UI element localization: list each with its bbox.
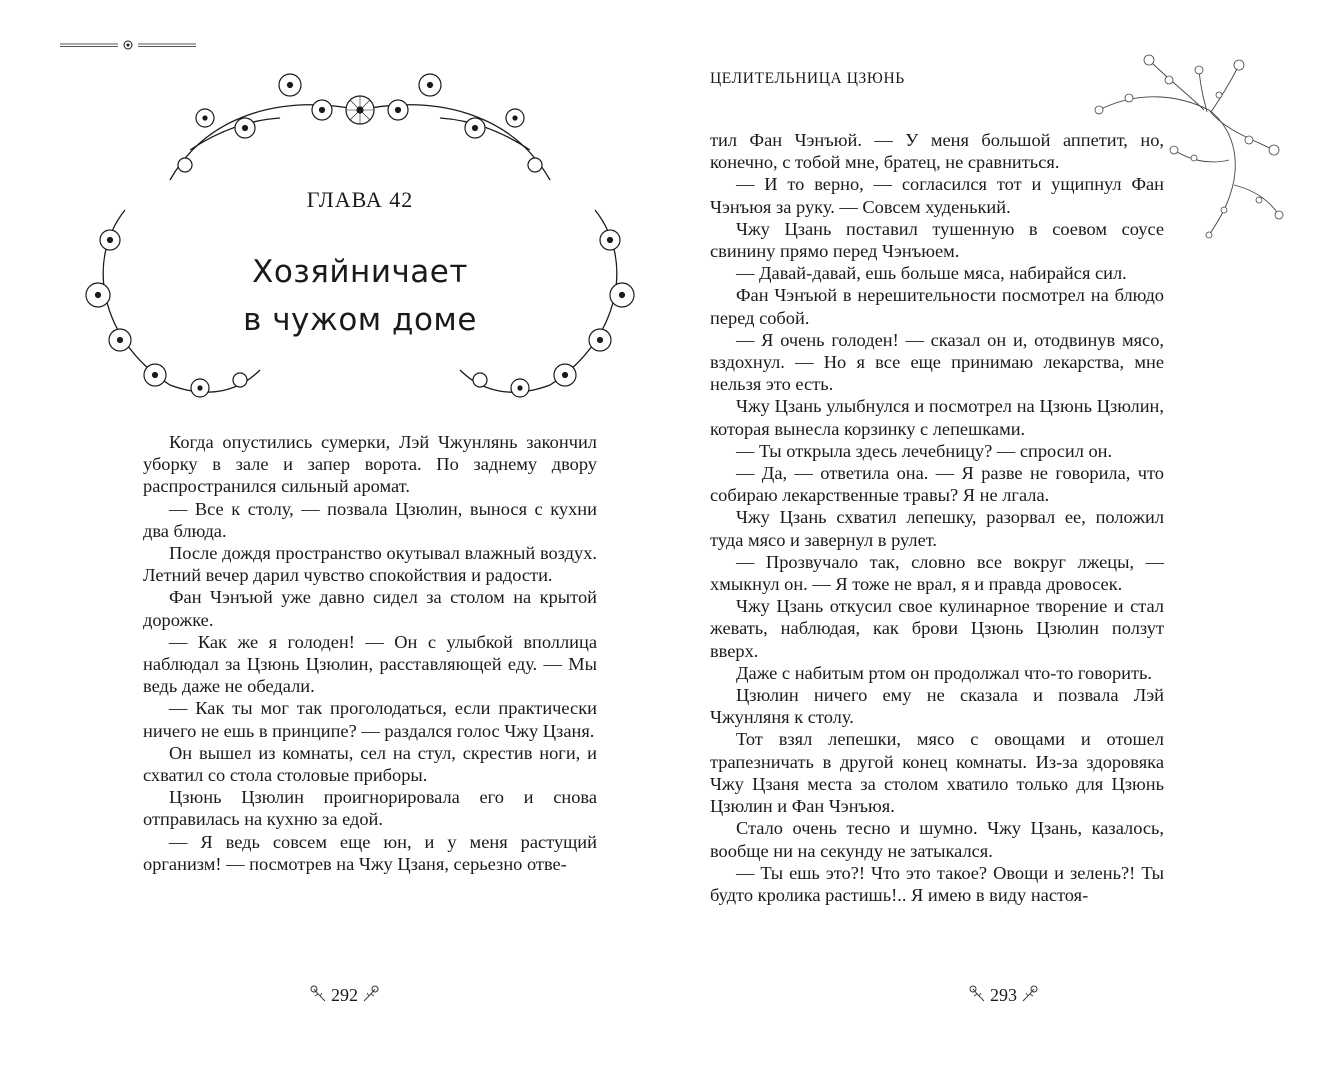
ornamental-divider-icon bbox=[60, 40, 196, 50]
chapter-title-line: в чужом доме bbox=[243, 302, 477, 338]
flower-sprig-icon bbox=[968, 985, 986, 1003]
paragraph: — Я ведь совсем еще юн, и у меня растущий организм! — посмотрев на Чжу Цзаня, серьезно отве- bbox=[143, 831, 597, 874]
cherry-blossom-wreath-icon bbox=[60, 40, 660, 410]
page-number-value: 293 bbox=[990, 985, 1017, 1005]
paragraph: Чжу Цзань откусил свое кулинарное творение и стал жевать, наблюдая, как брови Цзюнь Цзюлин ползут вверх. bbox=[710, 596, 1164, 661]
paragraph: Стало очень тесно и шумно. Чжу Цзань, казалось, вообще ни на секунду не затыкался. bbox=[710, 818, 1164, 861]
page-number bbox=[10, 985, 679, 1006]
running-header: ЦЕЛИТЕЛЬНИЦА ЦЗЮНЬ bbox=[710, 70, 905, 87]
paragraph: — Да, — ответила она. — Я разве не говорила, что собираю лекарственные травы? Я не лгала. bbox=[710, 463, 1164, 506]
paragraph: — Ты открыла здесь лечебницу? — спросил он. bbox=[736, 440, 1113, 461]
page-number bbox=[669, 985, 1338, 1006]
paragraph: Цзюлин ничего ему не сказала и позвала Лэй Чжунляня к столу. bbox=[710, 685, 1164, 728]
paragraph: Чжу Цзань схватил лепешку, разорвал ее, положил туда мясо и завернул в рулет. bbox=[710, 507, 1164, 550]
body-text bbox=[710, 129, 1164, 906]
chapter-title-line: Хозяйничает bbox=[252, 254, 468, 290]
paragraph: — Как же я голоден! — Он с улыбкой вполлица наблюдал за Цзюнь Цзюлин, расставляющей еду. — Мы ведь даже не обедали. bbox=[143, 631, 597, 697]
paragraph: Тот взял лепешки, мясо с овощами и отошел трапезничать в другой конец комнаты. Из-за здоровяка Чжу Цзаня места за столом хватило только для Цзюнь Цзюлин и Фан Чэнъюя. bbox=[710, 729, 1164, 817]
paragraph: После дождя пространство окутывал влажный воздух. Летний вечер дарил чувство спокойствия и радости. bbox=[143, 543, 597, 586]
paragraph: тил Фан Чэнъюй. — У меня большой аппетит, но, конечно, с тобой мне, братец, не сравниться. bbox=[710, 130, 1164, 173]
paragraph: — Как ты мог так проголодаться, если практически ничего не ешь в принципе? — раздался голос Чжу Цзаня. bbox=[143, 698, 597, 741]
body-text bbox=[143, 431, 597, 875]
paragraph: — Давай-давай, ешь больше мяса, набирайся сил. bbox=[736, 263, 1127, 284]
paragraph: — Все к столу, — позвала Цзюлин, вынося с кухни два блюда. bbox=[143, 498, 597, 541]
paragraph: Чжу Цзань поставил тушенную в соевом соусе свинину прямо перед Чэнъюем. bbox=[710, 218, 1164, 262]
chapter-number: ГЛАВА 42 bbox=[306, 187, 414, 212]
right-page bbox=[669, 0, 1338, 1080]
paragraph: — Ты ешь это?! Что это такое? Овощи и зелень?! Ты будто кролика растишь!.. Я имею в виду настоя- bbox=[710, 862, 1164, 905]
flower-sprig-icon bbox=[1021, 985, 1039, 1003]
flower-sprig-icon bbox=[362, 985, 380, 1003]
paragraph: Он вышел из комнаты, сел на стул, скрестив ноги, и схватил со стола столовые приборы. bbox=[143, 742, 597, 786]
paragraph: — Прозвучало так, словно все вокруг лжецы, — хмыкнул он. — Я тоже не врал, я и правда дровосек. bbox=[710, 551, 1164, 595]
page-number-value: 292 bbox=[331, 985, 358, 1005]
paragraph: — Я очень голоден! — сказал он и, отодвинув мясо, вздохнул. — Но я все еще принимаю лекарства, мне нельзя это есть. bbox=[710, 329, 1164, 395]
paragraph: — И то верно, — согласился тот и ущипнул Фан Чэнъюя за руку. — Совсем худенький. bbox=[710, 174, 1164, 217]
chapter-header bbox=[60, 40, 660, 410]
flower-sprig-icon bbox=[309, 985, 327, 1003]
paragraph: Цзюнь Цзюлин проигнорировала его и снова отправилась на кухню за едой. bbox=[143, 787, 597, 830]
chapter-title bbox=[60, 248, 660, 344]
paragraph: Когда опустились сумерки, Лэй Чжунлянь закончил уборку в зале и запер ворота. По заднему двору распространился сильный аромат. bbox=[143, 432, 597, 497]
paragraph: Даже с набитым ртом он продолжал что-то говорить. bbox=[736, 662, 1153, 683]
paragraph: Фан Чэнъюй в нерешительности посмотрел на блюдо перед собой. bbox=[710, 285, 1164, 328]
paragraph: Чжу Цзань улыбнулся и посмотрел на Цзюнь Цзюлин, которая вынесла корзинку с лепешками. bbox=[710, 396, 1164, 439]
paragraph: Фан Чэнъюй уже давно сидел за столом на крытой дорожке. bbox=[143, 587, 597, 630]
